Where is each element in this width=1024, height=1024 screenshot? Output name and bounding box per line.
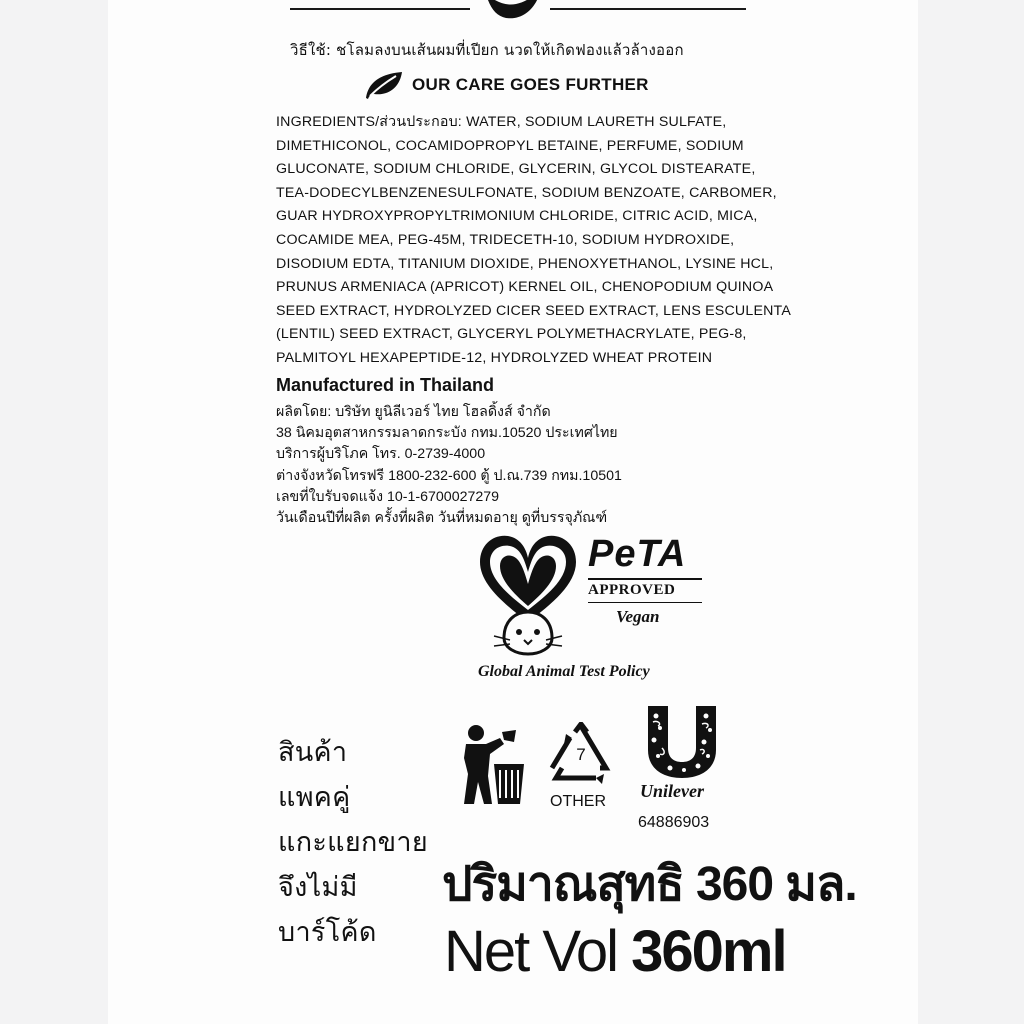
ingredients-line: PRUNUS ARMENIACA (APRICOT) KERNEL OIL, CHENOPODIUM QUINOA <box>276 279 774 296</box>
ingredients-line: INGREDIENTS/ส่วนประกอบ: WATER, SODIUM LAURETH SULFATE, <box>276 114 727 130</box>
recycle-code: 7 <box>576 745 586 764</box>
ingredients-line: COCAMIDE MEA, PEG-45M, TRIDECETH-10, SODIUM HYDROXIDE, <box>276 231 735 248</box>
ingredients-line: (LENTIL) SEED EXTRACT, GLYCERYL POLYMETHACRYLATE, PEG-8, <box>276 326 747 343</box>
manufacturer-line: บริการผู้บริโภค โทร. 0-2739-4000 <box>276 446 486 463</box>
twin-pack-notice <box>278 730 428 955</box>
recycle-label: OTHER <box>550 793 606 810</box>
ingredients-line: PALMITOYL HEXAPEPTIDE-12, HYDROLYZED WHEAT PROTEIN <box>276 349 713 366</box>
tidyman-icon <box>456 724 526 808</box>
header-rule-right <box>550 8 746 10</box>
ingredients-line: SEED EXTRACT, HYDROLYZED CICER SEED EXTRACT, LENS ESCULENTA <box>276 302 792 319</box>
net-volume-thai: ปริมาณสุทธิ 360 มล. <box>442 858 857 911</box>
ingredients-line: DIMETHICONOL, COCAMIDOPROPYL BETAINE, PERFUME, SODIUM <box>276 137 744 154</box>
peta-logo: PeTA <box>588 533 687 575</box>
net-volume-amount: 360ml <box>631 919 786 984</box>
notice-line: จึงไม่มี <box>278 872 358 903</box>
manufacturer-line: ผลิตโดย: บริษัท ยูนิลีเวอร์ ไทย โฮลดิ้งส์ จำกัด <box>276 404 551 420</box>
animal-test-policy: Global Animal Test Policy <box>478 663 650 680</box>
manufacturer-details <box>276 402 776 529</box>
tagline: OUR CARE GOES FURTHER <box>412 75 649 94</box>
manufacturer-line: วันเดือนปีที่ผลิต ครั้งที่ผลิต วันที่หมดอายุ ดูที่บรรจุภัณฑ์ <box>276 510 608 527</box>
manufacturer-line: เลขที่ใบรับจดแจ้ง 10-1-6700027279 <box>276 488 500 505</box>
brand-name: Unilever <box>640 781 704 801</box>
leaf-icon <box>482 0 540 22</box>
leaf-icon <box>364 70 404 100</box>
ingredients-list <box>276 111 792 371</box>
recycle-icon <box>548 722 614 784</box>
divider <box>588 578 702 580</box>
unilever-u-icon <box>644 704 720 780</box>
usage-instructions: วิธีใช้: ชโลมลงบนเส้นผมที่เปียก นวดให้เกิดฟองแล้วล้างออก <box>290 41 684 59</box>
ingredients-line: TEA-DODECYLBENZENESULFONATE, SODIUM BENZOATE, CARBOMER, <box>276 184 777 201</box>
peta-vegan: Vegan <box>616 607 660 626</box>
manufacturer-line: 38 นิคมอุตสาหกรรมลาดกระบัง กทม.10520 ประเทศไทย <box>276 425 618 442</box>
notice-line: สินค้า <box>278 737 348 768</box>
peta-badge <box>584 532 708 627</box>
notice-line: แกะแยกขาย <box>278 827 428 858</box>
notice-line: บาร์โค้ด <box>278 917 377 948</box>
product-code: 64886903 <box>638 814 710 831</box>
manufacturer-line: ต่างจังหวัดโทรฟรี 1800-232-600 ตู้ ป.ณ.739 กทม.10501 <box>276 467 622 484</box>
care-heading <box>364 70 649 100</box>
header-rule-left <box>290 8 470 10</box>
notice-line: แพคคู่ <box>278 782 351 813</box>
manufacturer-title: Manufactured in Thailand <box>276 375 495 395</box>
net-volume-prefix: Net Vol <box>444 919 617 984</box>
bunny-heart-icon <box>474 532 582 656</box>
ingredients-line: GUAR HYDROXYPROPYLTRIMONIUM CHLORIDE, CITRIC ACID, MICA, <box>276 208 758 225</box>
peta-approved: APPROVED <box>588 582 676 598</box>
divider <box>588 602 702 603</box>
ingredients-line: DISODIUM EDTA, TITANIUM DIOXIDE, PHENOXYETHANOL, LYSINE HCL, <box>276 255 774 272</box>
net-volume <box>444 918 786 985</box>
ingredients-line: GLUCONATE, SODIUM CHLORIDE, GLYCERIN, GLYCOL DISTEARATE, <box>276 161 756 178</box>
